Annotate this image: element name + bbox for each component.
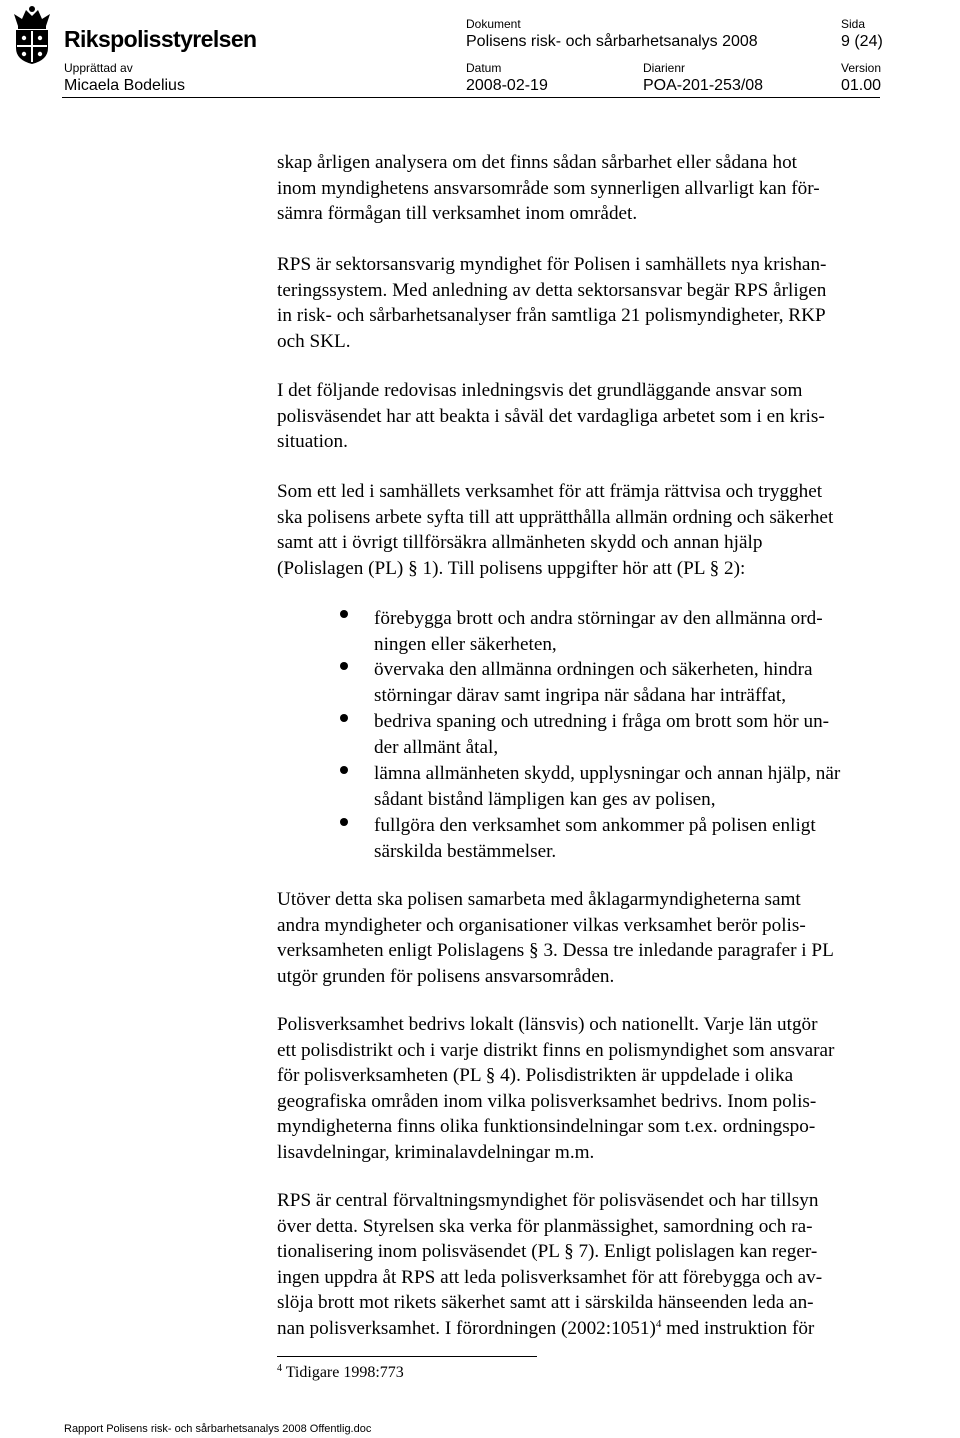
text-line: myndigheterna finns olika funktionsindelningar som t.ex. ordningspo-: [277, 1116, 816, 1137]
text-line: skap årligen analysera om det finns sådan sårbarhet eller sådana hot: [277, 152, 797, 173]
text-line: [277, 1316, 822, 1342]
paragraph-7: [277, 1188, 822, 1341]
bullet-icon: [340, 610, 348, 618]
text-line: polisväsendet har att beakta i såväl det vardagliga arbetet som i en kris-: [277, 405, 825, 427]
text-line: fullgöra den verksamhet som ankommer på polisen enligt: [374, 815, 816, 836]
document-label: Dokument: [466, 17, 521, 31]
text-line: geografiska områden inom vilka polisverksamhet bedrivs. Inom polis-: [277, 1090, 817, 1112]
document-date: 2008-02-19: [466, 77, 548, 94]
author-name: Micaela Bodelius: [64, 77, 185, 94]
text-line: bedriva spaning och utredning i fråga om brott som hör un-: [374, 711, 830, 732]
organization-name: Rikspolisstyrelsen: [64, 26, 257, 52]
text-line: utgör grunden för polisens ansvarsområden.: [277, 965, 615, 987]
text-line: (Polislagen (PL) § 1). Till polisens uppgifter hör att (PL § 2):: [277, 557, 746, 579]
text-segment: med instruktion för: [661, 1317, 815, 1339]
crown-logo-icon: [8, 4, 56, 66]
text-line: lisavdelningar, kriminalavdelningar m.m.: [277, 1141, 595, 1163]
date-label: Datum: [466, 61, 502, 75]
text-line: andra myndigheter och organisationer vilkas verksamhet berör polis-: [277, 914, 806, 936]
author-label: Upprättad av: [64, 61, 133, 75]
text-line: ett polisdistrikt och i varje distrikt finns en polismyndighet som ansvarar: [277, 1039, 835, 1061]
text-line: in risk- och sårbarhetsanalyser från samtliga 21 polismyndigheter, RKP: [277, 305, 826, 326]
text-line: verksamheten enligt Polislagens § 3. Dessa tre inledande paragrafer i PL: [277, 940, 834, 961]
text-line: Utöver detta ska polisen samarbeta med åklagarmyndigheterna samt: [277, 889, 801, 910]
text-line: teringssystem. Med anledning av detta sektorsansvar begär RPS årligen: [277, 279, 827, 301]
text-line: ningen eller säkerheten,: [374, 633, 557, 655]
footnote-separator: [277, 1356, 537, 1357]
text-line: övervaka den allmänna ordningen och säkerheten, hindra: [374, 659, 813, 680]
paragraph-5: [277, 887, 834, 989]
version-number: 01.00: [841, 77, 882, 94]
paragraph-3: [277, 378, 825, 455]
page-number: 9 (24): [841, 33, 883, 50]
text-line: RPS är central förvaltningsmyndighet för polisväsendet och har tillsyn: [277, 1190, 819, 1211]
text-line: slöja brott mot rikets säkerhet samt att i särskilda hänseenden leda an-: [277, 1292, 814, 1313]
version-label: Version: [841, 61, 882, 75]
registry-number-label: Diarienr: [643, 61, 686, 75]
bullet-icon: [340, 714, 348, 722]
text-line: Som ett led i samhällets verksamhet för att främja rättvisa och trygghet: [277, 481, 823, 502]
text-line: över detta. Styrelsen ska verka för planmässighet, samordning och ra-: [277, 1215, 813, 1237]
text-line: sådant bistånd lämpligen kan ges av polisen,: [374, 788, 716, 810]
text-line: förebygga brott och andra störningar av den allmänna ord-: [374, 608, 823, 629]
list-item: [374, 761, 840, 812]
list-item: [374, 709, 829, 760]
text-line: och SKL.: [277, 330, 351, 352]
document-title: Polisens risk- och sårbarhetsanalys 2008: [466, 33, 758, 50]
text-line: situation.: [277, 431, 348, 452]
text-line: särskilda bestämmelser.: [374, 840, 557, 862]
list-item: [374, 657, 812, 708]
footnote: [277, 1362, 404, 1384]
text-line: samt att i övrigt tillförsäkra allmänheten skydd och annan hjälp: [277, 532, 763, 553]
text-line: lämna allmänheten skydd, upplysningar och annan hjälp, när: [374, 763, 841, 784]
list-item: [374, 813, 816, 864]
text-line: der allmänt åtal,: [374, 736, 499, 758]
text-segment: nan polisverksamhet. I förordningen (2002:1051): [277, 1317, 656, 1339]
text-line: sämra förmågan till verksamhet inom området.: [277, 203, 638, 224]
paragraph-4: [277, 479, 833, 581]
footnote-reference[interactable]: 4: [655, 1317, 662, 1330]
bullet-icon: [340, 818, 348, 826]
bullet-icon: [340, 662, 348, 670]
page-footer: Rapport Polisens risk- och sårbarhetsanalys 2008 Offentlig.doc: [64, 1423, 372, 1435]
text-line: I det följande redovisas inledningsvis det grundläggande ansvar som: [277, 380, 803, 401]
text-line: för polisverksamheten (PL § 4). Polisdistrikten är uppdelade i olika: [277, 1065, 794, 1086]
text-line: RPS är sektorsansvarig myndighet för Polisen i samhällets nya krishan-: [277, 254, 827, 275]
header-divider: [62, 97, 880, 98]
bullet-icon: [340, 766, 348, 774]
footnote-text: Tidigare 1998:773: [282, 1364, 404, 1381]
page-label: Sida: [841, 17, 866, 31]
paragraph-6: [277, 1012, 834, 1165]
registry-number: POA-201-253/08: [643, 77, 764, 94]
text-line: Polisverksamhet bedrivs lokalt (länsvis) och nationellt. Varje län utgör: [277, 1014, 818, 1035]
text-line: inom myndighetens ansvarsområde som synnerligen allvarligt kan för-: [277, 177, 820, 199]
paragraph-2: [277, 252, 826, 354]
text-line: ska polisens arbete syfta till att upprätthålla allmän ordning och säkerhet: [277, 506, 834, 528]
paragraph-1: [277, 150, 820, 227]
list-item: [374, 606, 823, 657]
footnote-marker: 4: [277, 1363, 282, 1374]
text-line: tionalisering inom polisväsendet (PL § 7). Enligt polislagen kan reger-: [277, 1241, 818, 1262]
text-line: störningar därav samt ingripa när sådana har inträffat,: [374, 684, 787, 706]
text-line: ingen uppdra åt RPS att leda polisverksamhet för att förebygga och av-: [277, 1266, 823, 1288]
